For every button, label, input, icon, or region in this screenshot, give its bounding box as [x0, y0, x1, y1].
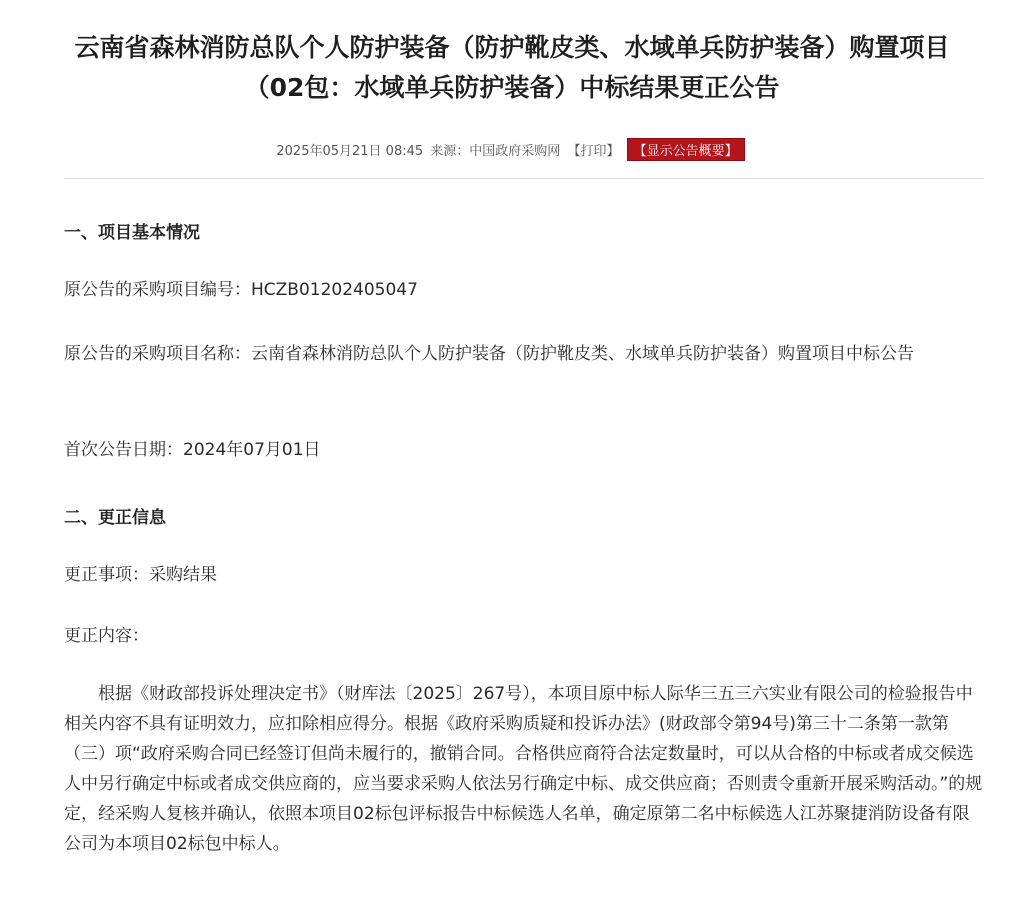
project-name-value: 云南省森林消防总队个人防护装备（防护靴皮类、水域单兵防护装备）购置项目中标公告 [251, 344, 914, 364]
correction-item-value: 采购结果 [149, 565, 217, 585]
first-date-label: 首次公告日期： [64, 440, 183, 460]
section-heading-basic-info: 一、项目基本情况 [64, 223, 200, 243]
print-link[interactable]: 【打印】 [567, 144, 620, 159]
first-date-value: 2024年07月01日 [183, 440, 321, 460]
section-heading-correction: 二、更正信息 [64, 508, 166, 528]
project-name-label: 原公告的采购项目名称： [64, 344, 251, 364]
project-name-field [64, 336, 974, 372]
first-date-field [64, 432, 974, 468]
project-number-field [64, 272, 974, 308]
publish-datetime: 2025年05月21日 08:45 [276, 144, 424, 159]
correction-item-label: 更正事项： [64, 565, 149, 585]
page-title [0, 28, 1024, 108]
title-line-1: 云南省森林消防总队个人防护装备（防护靴皮类、水域单兵防护装备）购置项目 [74, 33, 950, 62]
correction-content-label: 更正内容： [64, 626, 149, 646]
title-line-2: （02包：水域单兵防护装备）中标结果更正公告 [244, 73, 780, 102]
correction-body: 根据《财政部投诉处理决定书》（财库法〔2025〕267号），本项目原中标人际华三五三六实业有限公司的检验报告中相关内容不具有证明效力，应扣除相应得分。根据《政府采购质疑和投诉办法》(财政部令第94号)第三十二条第一款第（三）项“政府采购合同已经签订但尚未履行的，撤销合同。合格供应商符合法定数量时，可以从合格的中标或者成交候选人中另行确定中标或者成交供应商的，应当要求采购人依法另行确定中标、成交供应商；否则责令重新开展采购活动。”的规定，经采购人复核并确认，依照本项目02标包评标报告中标候选人名单，确定原第二名中标候选人江苏聚捷消防设备有限公司为本项目02标包中标人。 [64, 684, 983, 854]
divider [64, 178, 984, 179]
source-label: 来源： [430, 144, 470, 159]
show-summary-button[interactable]: 【显示公告概要】 [627, 138, 745, 161]
project-number-label: 原公告的采购项目编号： [64, 280, 251, 300]
project-number-value: HCZB01202405047 [251, 280, 418, 300]
source-name: 中国政府采购网 [469, 144, 561, 159]
meta-bar [0, 138, 1024, 161]
correction-item-field [64, 557, 974, 593]
